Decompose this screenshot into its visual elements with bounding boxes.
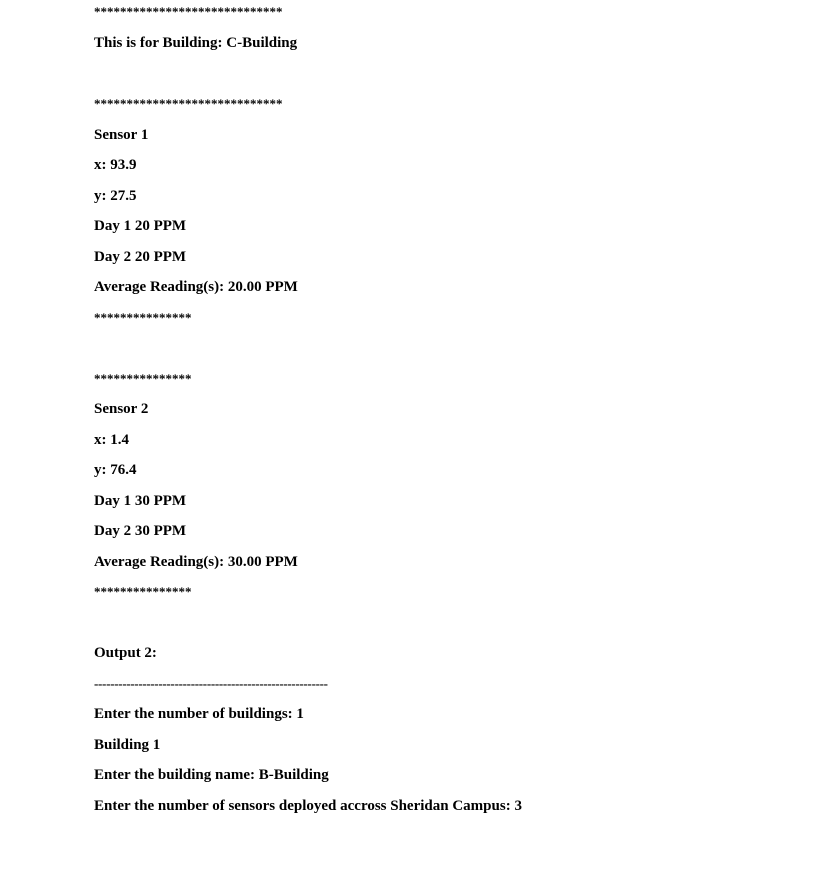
separator-stars: ***************************** [94, 4, 283, 19]
sensor-x: x: 1.4 [94, 432, 129, 448]
sensor-y: y: 76.4 [94, 462, 137, 478]
sensor-day-reading: Day 2 30 PPM [94, 523, 187, 539]
prompt-sensors: Enter the number of sensors deployed accross Sheridan Campus: 3 [94, 798, 522, 814]
building-label: Building 1 [94, 737, 161, 753]
sensor-title: Sensor 1 [94, 127, 149, 143]
sensor-title: Sensor 2 [94, 401, 149, 417]
separator-stars: ***************************** [94, 96, 283, 111]
prompt-building-name: Enter the building name: B-Building [94, 767, 329, 783]
prompt-buildings: Enter the number of buildings: 1 [94, 706, 304, 722]
separator-stars: *************** [94, 310, 192, 325]
sensor-average: Average Reading(s): 20.00 PPM [94, 279, 298, 295]
building-heading: This is for Building: C-Building [94, 35, 298, 51]
separator-dashes: ---------------------------------------------------------- [94, 676, 328, 691]
sensor-x: x: 93.9 [94, 157, 137, 173]
sensor-day-reading: Day 1 30 PPM [94, 493, 187, 509]
sensor-day-reading: Day 2 20 PPM [94, 249, 187, 265]
sensor-y: y: 27.5 [94, 188, 137, 204]
output-heading: Output 2: [94, 645, 157, 661]
separator-stars: *************** [94, 371, 192, 386]
sensor-day-reading: Day 1 20 PPM [94, 218, 187, 234]
separator-stars: *************** [94, 584, 192, 599]
sensor-average: Average Reading(s): 30.00 PPM [94, 554, 298, 570]
